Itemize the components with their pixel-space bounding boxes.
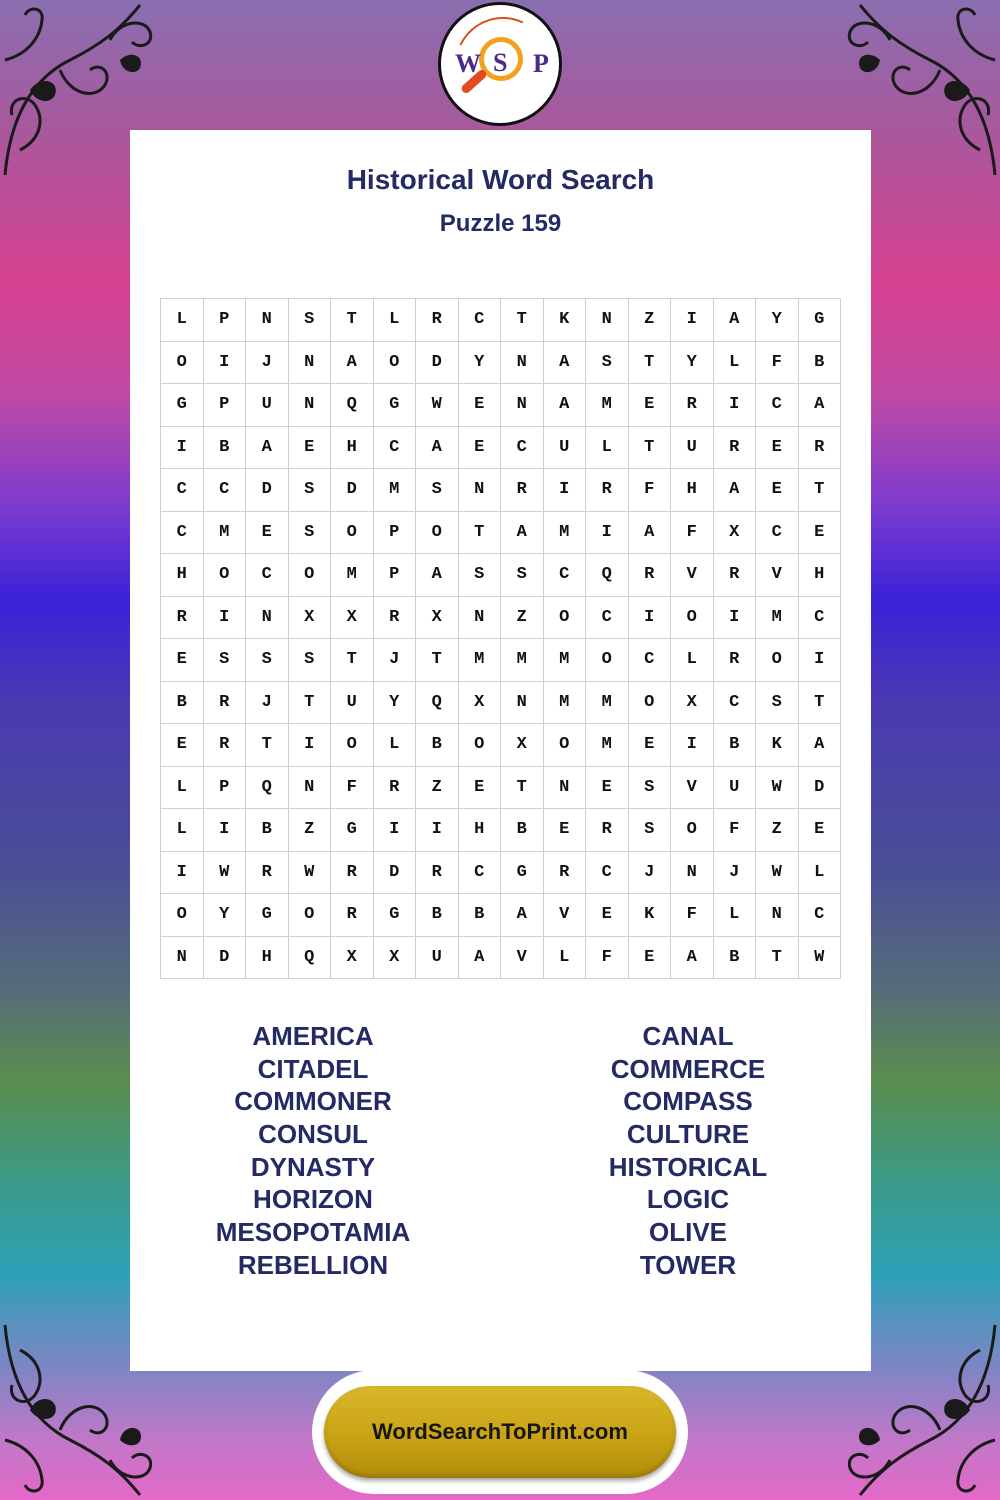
grid-cell[interactable]: N [671,852,714,895]
website-link-button[interactable]: WordSearchToPrint.com [324,1386,676,1478]
grid-cell[interactable]: V [671,554,714,597]
grid-cell[interactable]: C [501,427,544,470]
grid-cell[interactable]: A [714,299,757,342]
grid-cell[interactable]: V [501,937,544,980]
grid-cell[interactable]: T [501,767,544,810]
grid-cell[interactable]: R [671,384,714,427]
grid-cell[interactable]: X [714,512,757,555]
grid-cell[interactable]: D [799,767,842,810]
grid-cell[interactable]: L [586,427,629,470]
grid-cell[interactable]: E [459,767,502,810]
grid-cell[interactable]: P [374,512,417,555]
grid-cell[interactable]: R [714,427,757,470]
word-list-item: MESOPOTAMIA [215,1217,411,1248]
grid-cell[interactable]: I [204,809,247,852]
grid-cell[interactable]: G [374,384,417,427]
word-list-item: CITADEL [257,1053,369,1084]
grid-cell[interactable]: S [416,469,459,512]
grid-cell[interactable]: O [416,512,459,555]
grid-cell[interactable]: U [246,384,289,427]
grid-cell[interactable]: E [289,427,332,470]
grid-cell[interactable]: O [331,512,374,555]
grid-cell[interactable]: G [331,809,374,852]
grid-cell[interactable]: B [714,724,757,767]
grid-cell[interactable]: M [544,639,587,682]
grid-cell[interactable]: C [586,852,629,895]
grid-cell[interactable]: R [416,852,459,895]
grid-cell[interactable]: R [331,894,374,937]
grid-cell[interactable]: G [501,852,544,895]
word-list-item: OLIVE [648,1217,727,1248]
grid-cell[interactable]: G [799,299,842,342]
grid-cell[interactable]: E [161,639,204,682]
grid-cell[interactable]: J [246,342,289,385]
word-list-item: CANAL [642,1021,734,1051]
grid-cell[interactable]: M [586,384,629,427]
grid-cell[interactable]: H [246,937,289,980]
grid-cell[interactable]: W [756,852,799,895]
grid-cell[interactable]: R [374,597,417,640]
grid-cell[interactable]: M [586,724,629,767]
grid-cell[interactable]: S [629,809,672,852]
grid-cell[interactable]: C [756,384,799,427]
grid-cell[interactable]: F [671,894,714,937]
word-list-left [148,1020,478,1282]
grid-cell[interactable]: Y [671,342,714,385]
grid-cell[interactable]: N [161,937,204,980]
grid-cell[interactable]: N [501,342,544,385]
grid-cell[interactable]: K [629,894,672,937]
grid-cell[interactable]: C [204,469,247,512]
grid-cell[interactable]: E [459,384,502,427]
grid-cell[interactable]: S [246,639,289,682]
grid-cell[interactable]: O [671,597,714,640]
grid-cell[interactable]: P [204,767,247,810]
grid-cell[interactable]: U [714,767,757,810]
grid-cell[interactable]: B [246,809,289,852]
grid-cell[interactable]: Z [289,809,332,852]
grid-cell[interactable]: D [246,469,289,512]
grid-cell[interactable]: C [544,554,587,597]
grid-cell[interactable]: Q [586,554,629,597]
grid-cell[interactable]: A [799,724,842,767]
grid-cell[interactable]: S [501,554,544,597]
grid-cell[interactable]: V [544,894,587,937]
grid-cell[interactable]: N [246,299,289,342]
grid-cell[interactable]: R [799,427,842,470]
word-list-item: HISTORICAL [608,1151,768,1182]
grid-cell[interactable]: T [501,299,544,342]
grid-cell[interactable]: W [799,937,842,980]
grid-cell[interactable]: A [799,384,842,427]
grid-cell[interactable]: X [374,937,417,980]
grid-cell[interactable]: O [161,342,204,385]
grid-cell[interactable]: E [161,724,204,767]
grid-cell[interactable]: C [374,427,417,470]
grid-cell[interactable]: O [204,554,247,597]
grid-cell[interactable]: M [756,597,799,640]
grid-cell[interactable]: P [204,384,247,427]
grid-cell[interactable]: P [204,299,247,342]
grid-cell[interactable]: O [331,724,374,767]
grid-cell[interactable]: I [374,809,417,852]
grid-cell[interactable]: X [501,724,544,767]
grid-cell[interactable]: S [459,554,502,597]
grid-cell[interactable]: R [204,682,247,725]
grid-cell[interactable]: O [629,682,672,725]
puzzle-number: Puzzle 159 [439,210,562,237]
word-list-item: LOGIC [646,1184,730,1215]
grid-cell[interactable]: F [756,342,799,385]
grid-cell[interactable]: N [459,469,502,512]
word-list-item: COMPASS [623,1086,753,1117]
grid-cell[interactable]: C [799,894,842,937]
grid-cell[interactable]: W [289,852,332,895]
grid-cell[interactable]: A [671,937,714,980]
grid-cell[interactable]: A [331,342,374,385]
grid-cell[interactable]: A [501,894,544,937]
site-logo[interactable] [438,2,562,126]
grid-cell[interactable]: B [204,427,247,470]
grid-cell[interactable]: L [714,342,757,385]
grid-cell[interactable]: M [544,682,587,725]
grid-cell[interactable]: R [161,597,204,640]
grid-cell[interactable]: T [629,342,672,385]
letter-grid [160,298,841,979]
grid-cell[interactable]: D [331,469,374,512]
grid-cell[interactable]: T [289,682,332,725]
grid-cell[interactable]: T [331,299,374,342]
grid-cell[interactable]: E [756,427,799,470]
grid-cell[interactable]: N [544,767,587,810]
grid-cell[interactable]: O [289,894,332,937]
grid-cell[interactable]: G [161,384,204,427]
word-list-item: AMERICA [252,1021,374,1051]
grid-cell[interactable]: S [289,512,332,555]
grid-cell[interactable]: O [671,809,714,852]
grid-cell[interactable]: O [459,724,502,767]
grid-cell[interactable]: Y [374,682,417,725]
grid-cell[interactable]: X [416,597,459,640]
grid-cell[interactable]: D [204,937,247,980]
grid-cell[interactable]: R [714,554,757,597]
logo-letter-s: S [493,48,508,77]
grid-cell[interactable]: B [799,342,842,385]
grid-cell[interactable]: W [756,767,799,810]
grid-cell[interactable]: F [629,469,672,512]
grid-cell[interactable]: R [586,809,629,852]
grid-cell[interactable]: E [459,427,502,470]
grid-cell[interactable]: T [799,469,842,512]
grid-cell[interactable]: Y [756,299,799,342]
grid-cell[interactable]: A [714,469,757,512]
word-list-item: DYNASTY [250,1151,376,1182]
grid-cell[interactable]: S [204,639,247,682]
grid-cell[interactable]: R [586,469,629,512]
grid-cell[interactable]: X [289,597,332,640]
grid-cell[interactable]: I [714,597,757,640]
grid-cell[interactable]: W [416,384,459,427]
grid-cell[interactable]: I [671,299,714,342]
grid-cell[interactable]: S [756,682,799,725]
grid-cell[interactable]: H [671,469,714,512]
grid-cell[interactable]: O [289,554,332,597]
grid-cell[interactable]: O [586,639,629,682]
grid-cell[interactable]: C [799,597,842,640]
grid-cell[interactable]: A [416,427,459,470]
grid-cell[interactable]: J [374,639,417,682]
word-list-item: REBELLION [237,1249,389,1280]
grid-cell[interactable]: T [246,724,289,767]
grid-cell[interactable]: Z [629,299,672,342]
grid-cell[interactable]: X [331,937,374,980]
word-list-item: TOWER [639,1249,737,1280]
grid-cell[interactable]: P [374,554,417,597]
grid-cell[interactable]: C [586,597,629,640]
logo-letter-p: P [533,49,549,78]
grid-cell[interactable]: T [629,427,672,470]
grid-cell[interactable]: N [289,384,332,427]
grid-cell[interactable]: I [799,639,842,682]
grid-cell[interactable]: X [671,682,714,725]
grid-cell[interactable]: F [331,767,374,810]
grid-cell[interactable]: E [756,469,799,512]
grid-cell[interactable]: L [714,894,757,937]
grid-cell[interactable]: H [459,809,502,852]
grid-cell[interactable]: X [331,597,374,640]
grid-cell[interactable]: J [714,852,757,895]
grid-cell[interactable]: I [204,342,247,385]
grid-cell[interactable]: I [629,597,672,640]
grid-cell[interactable]: C [629,639,672,682]
grid-cell[interactable]: R [714,639,757,682]
grid-cell[interactable]: R [246,852,289,895]
grid-cell[interactable]: S [289,469,332,512]
grid-cell[interactable]: Z [756,809,799,852]
grid-cell[interactable]: L [544,937,587,980]
grid-cell[interactable]: C [161,512,204,555]
grid-cell[interactable]: M [331,554,374,597]
grid-cell[interactable]: O [374,342,417,385]
grid-cell[interactable]: T [416,639,459,682]
grid-cell[interactable]: R [544,852,587,895]
grid-cell[interactable]: T [331,639,374,682]
grid-cell[interactable]: V [756,554,799,597]
grid-cell[interactable]: C [246,554,289,597]
grid-cell[interactable]: M [544,512,587,555]
logo-letter-w: W [455,49,481,78]
grid-cell[interactable]: B [714,937,757,980]
grid-cell[interactable]: A [629,512,672,555]
grid-cell[interactable]: L [161,767,204,810]
grid-cell[interactable]: O [544,724,587,767]
grid-cell[interactable]: N [586,299,629,342]
grid-cell[interactable]: Z [416,767,459,810]
grid-cell[interactable]: U [331,682,374,725]
grid-cell[interactable]: A [544,384,587,427]
grid-cell[interactable]: D [416,342,459,385]
grid-cell[interactable]: E [629,724,672,767]
grid-cell[interactable]: N [459,597,502,640]
grid-cell[interactable]: H [331,427,374,470]
grid-cell[interactable]: A [416,554,459,597]
grid-cell[interactable]: F [671,512,714,555]
grid-cell[interactable]: R [501,469,544,512]
grid-cell[interactable]: S [289,299,332,342]
grid-cell[interactable]: N [289,342,332,385]
grid-cell[interactable]: Y [459,342,502,385]
grid-cell[interactable]: U [416,937,459,980]
grid-cell[interactable]: I [714,384,757,427]
grid-cell[interactable]: I [161,852,204,895]
grid-cell[interactable]: Q [289,937,332,980]
grid-cell[interactable]: N [756,894,799,937]
grid-cell[interactable]: I [161,427,204,470]
grid-cell[interactable]: C [459,299,502,342]
grid-cell[interactable]: O [544,597,587,640]
grid-cell[interactable]: S [289,639,332,682]
grid-cell[interactable]: M [501,639,544,682]
grid-cell[interactable]: I [289,724,332,767]
grid-cell[interactable]: O [161,894,204,937]
grid-cell[interactable]: E [544,809,587,852]
grid-cell[interactable]: C [714,682,757,725]
grid-cell[interactable]: I [671,724,714,767]
grid-cell[interactable]: B [501,809,544,852]
grid-cell[interactable]: N [501,384,544,427]
grid-cell[interactable]: E [586,894,629,937]
grid-cell[interactable]: G [374,894,417,937]
grid-cell[interactable]: Q [416,682,459,725]
grid-cell[interactable]: N [501,682,544,725]
grid-cell[interactable]: L [161,809,204,852]
grid-cell[interactable]: B [416,894,459,937]
grid-cell[interactable]: L [374,299,417,342]
grid-cell[interactable]: A [544,342,587,385]
grid-cell[interactable]: E [799,809,842,852]
word-list-item: COMMERCE [610,1053,766,1084]
word-list-item: CULTURE [626,1119,750,1150]
grid-cell[interactable]: C [459,852,502,895]
word-list-item: CONSUL [258,1119,368,1150]
grid-cell[interactable]: J [629,852,672,895]
grid-cell[interactable]: Q [246,767,289,810]
grid-cell[interactable]: R [331,852,374,895]
grid-cell[interactable]: H [799,554,842,597]
grid-cell[interactable]: L [161,299,204,342]
grid-cell[interactable]: X [459,682,502,725]
grid-cell[interactable]: D [374,852,417,895]
grid-cell[interactable]: F [714,809,757,852]
grid-cell[interactable]: B [161,682,204,725]
grid-cell[interactable]: I [586,512,629,555]
word-list-right [523,1020,853,1282]
grid-cell[interactable]: R [416,299,459,342]
grid-cell[interactable]: C [161,469,204,512]
grid-cell[interactable]: I [204,597,247,640]
word-list-item: COMMONER [234,1086,392,1117]
grid-cell[interactable]: K [756,724,799,767]
grid-cell[interactable]: Z [501,597,544,640]
puzzle-card [130,130,871,1371]
grid-cell[interactable]: E [246,512,289,555]
grid-cell[interactable]: G [246,894,289,937]
grid-cell[interactable]: L [671,639,714,682]
grid-cell[interactable]: T [459,512,502,555]
page-title: Historical Word Search [346,164,655,195]
grid-cell[interactable]: M [586,682,629,725]
grid-cell[interactable]: Y [204,894,247,937]
word-list-item: HORIZON [253,1184,373,1215]
grid-cell[interactable]: V [671,767,714,810]
grid-cell[interactable]: N [289,767,332,810]
grid-cell[interactable]: L [799,852,842,895]
grid-cell[interactable]: E [799,512,842,555]
grid-cell[interactable]: S [586,342,629,385]
grid-cell[interactable]: A [246,427,289,470]
grid-cell[interactable]: R [204,724,247,767]
grid-cell[interactable]: B [416,724,459,767]
grid-cell[interactable]: U [544,427,587,470]
grid-cell[interactable]: J [246,682,289,725]
grid-cell[interactable]: Q [331,384,374,427]
grid-cell[interactable]: K [544,299,587,342]
grid-cell[interactable]: I [544,469,587,512]
grid-cell[interactable]: I [416,809,459,852]
grid-cell[interactable]: S [629,767,672,810]
grid-cell[interactable]: O [756,639,799,682]
grid-cell[interactable]: R [629,554,672,597]
grid-cell[interactable]: F [586,937,629,980]
grid-cell[interactable]: T [799,682,842,725]
grid-cell[interactable]: B [459,894,502,937]
grid-cell[interactable]: T [756,937,799,980]
grid-cell[interactable]: R [374,767,417,810]
grid-cell[interactable]: E [586,767,629,810]
grid-cell[interactable]: C [756,512,799,555]
grid-cell[interactable]: M [459,639,502,682]
grid-cell[interactable]: W [204,852,247,895]
grid-cell[interactable]: E [629,937,672,980]
grid-cell[interactable]: L [374,724,417,767]
grid-cell[interactable]: A [501,512,544,555]
grid-cell[interactable]: H [161,554,204,597]
grid-cell[interactable]: E [629,384,672,427]
grid-cell[interactable]: M [204,512,247,555]
grid-cell[interactable]: U [671,427,714,470]
grid-cell[interactable]: M [374,469,417,512]
grid-cell[interactable]: N [246,597,289,640]
grid-cell[interactable]: A [459,937,502,980]
